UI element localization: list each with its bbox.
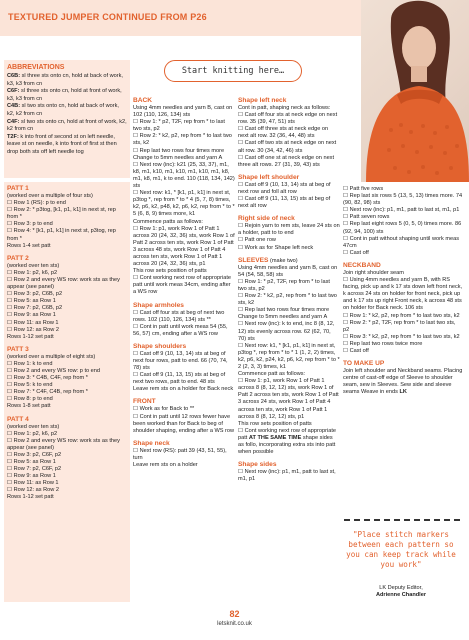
instruction-text: ☐ Patt one row [238,237,276,244]
instruction-text: ☐ Row 1: p1, work Row 1 of Patt 1 across 20 (24, 32, 36) sts, work Row 1 of Patt 2 across ten sts, work Row 1 of Patt 3 across 48 sts, work Row 1 of Patt 4 across ten sts, work Row 1 of Patt 1 across 20 (24, 32, 36) sts, p1 [133,225,235,268]
instruction-text: ☐ Cast off one st at neck edge on next three alt rows. 27 (31, 39, 43) sts [238,154,335,168]
instruction-line [238,126,340,140]
instructions-column-4 [343,186,463,396]
instruction-line [7,207,127,221]
woman-in-orange-jumper-image [361,0,469,182]
instruction-line [238,343,340,371]
abbreviation-def: sl two sts onto cn, hold at back of work, k2, k2 from cn [7,103,119,117]
neck-heading: Shape neck [133,439,170,447]
instruction-text: ☐ Row 11: as Row 1 [7,319,59,326]
instruction-text: ☐ Next row (inc): p1, m1, patt to last st, m1, p1 [343,207,460,214]
instruction-text: ☐ Row 3: * C4B, C4F, rep from * [7,375,88,382]
instruction-text: ☐ Cast off four sts at beg of next two rows. 102 (110, 126, 134) sts ** [133,309,225,323]
instruction-line [7,452,127,459]
instruction-line [7,270,127,277]
instruction-line [238,469,340,483]
instruction-text: ☐ Row 1: p2, k6, p2 [7,269,58,276]
abbreviation-term: T2F: [7,133,19,140]
instruction-text: ☐ Rejoin yarn to rem sts, leave 24 sts on a holder, patt to to end [238,223,340,237]
instruction-text: Leave rem sts on a holder [133,462,198,469]
website-url: letsknit.co.uk [217,621,252,627]
instruction-text: ☐ Cont in patt until 12 rows fewer have been worked than for Back to beg of shoulder shaping, ending after a WS row [133,413,235,434]
instruction-line [133,133,235,147]
patt3-heading: PATT 3 [7,345,29,353]
back-heading: BACK [133,97,153,104]
instruction-line [7,494,127,501]
shoulders-lines [133,351,235,394]
instruction-line [133,190,235,218]
instruction-line [133,226,235,269]
instruction-text: This row sets position of patts [238,420,312,427]
neck-lines [133,448,235,469]
left-shoulder-heading: Shape left shoulder [238,173,300,181]
instruction-text: ☐ Row 9: as Row 1 [7,473,56,480]
instruction-text: ☐ Row 3: p2, C6F, p2 [7,451,62,458]
sides-lines [238,469,340,483]
page-number: 82 [229,609,240,619]
right-neck-heading: Right side of neck [238,215,295,223]
instruction-line [133,406,235,413]
instruction-line [133,324,235,338]
instruction-text: ☐ Row 3: p to end [7,221,53,228]
abbreviations-panel [4,60,130,178]
armholes-heading: Shape armholes [133,301,184,309]
instruction-text: ☐ Patt five rows [343,186,384,192]
instruction-line [343,320,463,334]
instruction-text: ☐ Rep last eight rows 5 (0, 5, 0) times more. 86 (92, 94, 100) sts [343,221,462,235]
instruction-text: (worked over ten sts) [7,262,60,269]
instruction-line [238,293,340,307]
instruction-text: Cont in patt, shaping neck as follows: [238,105,331,111]
instruction-line [7,361,127,368]
instruction-text: ☐ Row 11: as Row 1 [7,480,59,487]
instruction-text: Rows 1-4 set patt [7,242,51,249]
instruction-line [133,386,235,393]
patt2-lines [7,263,127,341]
quote-divider [344,519,460,521]
instruction-text: ☐ Rep last two rows twice more [343,340,423,347]
sides-heading: Shape sides [238,461,277,469]
sleeves-lines [238,265,340,457]
instruction-text: ☐ Row 4: * [k1, p1, k1] in next st, p3tog, rep from * [7,228,116,242]
model-photo [361,0,469,182]
instruction-text: ☐ Cast off two sts at neck edge on next alt row. 30 (34, 42, 46) sts [238,140,337,154]
instruction-line [133,119,235,133]
make-up-body: Join left shoulder and Neckband seams. Placing centre of cast-off edge of Sleeve to shoulder seam, sew in Sleeves. Sew side and sleeve seams Weave in ends [343,368,463,396]
instruction-line [343,334,463,341]
instruction-text: ☐ Row 1: k to end [7,360,53,367]
instruction-text: ☐ Row 5: as Row 1 [7,298,56,305]
instruction-text: ☐ Next row (inc): p1, m1, patt to last st, m1, p1 [238,469,336,483]
instruction-text: ☐ Row 1 (RS): p to end [7,200,66,207]
abbreviation-term: C6B: [7,73,21,79]
instruction-text: Leave rem sts on a holder for Back neck [133,386,234,393]
abbreviation-def: sl three sts onto cn, hold at back of work, k3, k3 from cn [7,73,123,87]
instruction-text: ☐ Row 2: * k2, p2, rep from * to last two sts, k2 [133,133,232,147]
instruction-text: ☐ Row 8: p to end [7,396,53,403]
instruction-text: ☐ Row 3: p2, C6B, p2 [7,291,63,298]
instruction-text: ☐ Cast off [343,249,369,256]
instruction-text: shape sides as follo, incorporating extra sts into patt when possible [238,434,336,456]
instruction-text: ☐ Cast off 9 (10, 13, 14) sts at beg of next four rows, patt to end. 66 (70, 74, 78) sts [133,350,228,372]
neckband-lines [343,270,463,355]
instructions-column-2 [133,97,235,469]
instruction-line [133,162,235,190]
instruction-text: Rows 1-8 set patt [7,403,51,410]
instruction-line [238,279,340,293]
left-neck-lines [238,105,340,169]
instruction-text: ☐ Row 2: * p3tog, [k1, p1, k1] in next st, rep from * [7,207,116,221]
instruction-text: Using 4mm needles and yarn B, cast on 102 (110, 126, 134) sts [133,105,233,119]
make-up-heading: TO MAKE UP [343,360,385,368]
abbreviations-list [7,73,127,157]
instruction-line [7,431,127,438]
instruction-text: Join right shoulder seam [343,269,404,276]
abbreviation-item [7,103,127,118]
instruction-line [238,182,340,196]
instruction-text: ☐ Row 1: p1, work Row 1 of Patt 1 across 8 (8, 12, 12) sts, work Row 1 of Patt 2 across ten sts, work Row 1 of Patt 3 across 24 sts, work Row 1 of Patt 4 across ten sts, work Row 1 of Patt 1 across 8 (8, 12, 12) sts, p1 [238,378,339,420]
editor-name: Adrienne Chandler [375,592,427,599]
abbreviation-term: C6F: [7,88,20,95]
instruction-text: ☐ Using 4mm needles and yarn B, with RS facing, pick up and k 17 sts down left front neck, k across 24 sts on holder for front neck, pick up and k 17 sts up right Front neck, k across 48 sts on holder for Back neck. 106 sts [343,277,463,312]
editor-role: LK Deputy Editor, [379,585,423,591]
instruction-text: (worked over a multiple of four sts) [7,193,93,199]
instruction-text: ☐ Row 3: * k2, p2, rep from * to last two sts, k2 [343,333,460,340]
instruction-text: ☐ Rep last two rows four times more [238,307,330,314]
instruction-line [7,354,127,361]
instruction-line [7,243,127,250]
patt2-heading: PATT 2 [7,254,29,262]
instruction-text: ☐ Row 2 and every WS row: work sts as they appear (see panel) [7,276,120,291]
instruction-line [133,372,235,386]
instruction-text: ☐ Row 7: p2, C6B, p2 [7,305,63,312]
instruction-text: ☐ Cont in patt without shaping until work meas 47cm [343,235,460,249]
instructions-column-3 [238,97,340,483]
sleeves-heading: SLEEVES [238,256,269,264]
instruction-line [7,320,127,327]
instruction-line [343,250,463,257]
instruction-line [238,378,340,421]
sleeve-continue-lines [343,186,463,257]
instruction-line [7,327,127,334]
instruction-line [238,421,340,428]
instruction-text: ☐ Cast off four sts at neck edge on next row. 35 (39, 47, 51) sts [238,112,338,126]
front-heading: FRONT [133,398,156,406]
instruction-line [133,351,235,372]
instruction-line [238,245,340,252]
instruction-line [343,348,463,355]
instruction-text: (worked over ten sts) [7,423,60,430]
abbreviations-heading: ABBREVIATIONS [7,64,65,71]
instruction-line [238,140,340,154]
instruction-line [343,341,463,348]
instruction-line [238,223,340,237]
instruction-text: ☐ Row 2 and every WS row: work sts as they appear (see panel) [7,437,120,451]
instruction-text: Using 4mm needles and yarn B, cast on 54 (54, 58, 58) sts [238,264,338,278]
editor-signature [342,585,460,599]
instruction-text: Rows 1-12 set patt [7,333,54,340]
instruction-line [7,396,127,403]
instruction-text: Commence patt as follows: [238,371,306,378]
instruction-text: Change to 5mm needles and yarn A [133,154,223,161]
instruction-text: ☐ Patt seven rows [343,214,390,221]
instruction-line [133,148,235,155]
instruction-text: ☐ Row 2: * p2, T2F, rep from * to last two sts, p2 [343,319,456,333]
instruction-text: ☐ Row 7: * C4F, C4B, rep from * [7,389,88,396]
shoulders-heading: Shape shoulders [133,342,187,350]
instruction-line [7,228,127,242]
instruction-line [238,196,340,210]
instruction-text: ☐ Cast off [343,347,369,354]
instruction-text: ☐ Rep last six rows 5 (13, 5, 13) times more. 74 (90, 82, 98) sts [343,193,463,207]
patt4-heading: PATT 4 [7,415,29,423]
instruction-text: ☐ Cont working next row of appropriate patt [238,427,336,441]
abbreviation-term: C4B: [7,103,21,110]
instruction-line [238,265,340,279]
instruction-line [238,155,340,169]
instruction-line [238,307,340,314]
instruction-line [133,275,235,296]
instruction-line [7,368,127,375]
instruction-text: Rows 1-12 set patt [7,494,54,501]
start-knitting-callout [164,60,302,82]
instruction-text: ☐ Work as for Shape left neck [238,244,314,251]
abbreviation-term: C4F: [7,118,20,125]
abbreviation-item [7,88,127,103]
callout-text: Start knitting here… [181,66,285,76]
instruction-text: ☐ Row 1: p2, k6, p2 [7,430,58,437]
instruction-line [343,193,463,207]
instruction-text: ☐ Row 12: as Row 2 [7,487,59,494]
abbreviation-def: sl three sts onto cn, hold at front of work, k3, k3 from cn [7,88,122,102]
armholes-lines [133,310,235,338]
instruction-line [238,428,340,456]
instruction-text: ☐ Work as for Back to ** [133,406,195,413]
instruction-text: ☐ Row 1: * p2, T2F, rep from * to last two sts, p2 [133,119,225,133]
right-neck-lines [238,223,340,251]
instruction-text: ☐ Cast off three sts at neck edge on next alt row. 32 (36, 44, 48) sts [238,126,329,140]
instruction-text: ☐ Row 12: as Row 2 [7,326,59,333]
instruction-text: ☐ Cont working next row of appropriate patt until work meas 34cm, ending after a WS row [133,275,231,296]
left-neck-heading: Shape left neck [238,97,287,104]
instruction-text: ☐ Next row: k1, * [k1, p1, k1] in next st, p3tog *, rep from * to * 4 (5, 7, 8) times, k2, p6, k2, p48, k2, p6, k2, rep from * to * 5 (6, 8, 9) times more, k1 [133,190,235,218]
instruction-line [133,155,235,162]
instruction-text: ☐ Row 9: as Row 1 [7,312,56,319]
instruction-line [343,313,463,320]
instruction-line [133,462,235,469]
instruction-line [7,487,127,494]
instruction-text: ☐ Row 1: * p2, T2F, rep from * to last two sts, p2 [238,278,330,292]
instruction-text: ☐ Cast off 9 (11, 13, 15) sts at beg of next two rows, patt to end. 48 sts [133,372,226,386]
front-lines [133,406,235,434]
instruction-text: Commence patts as follows: [133,218,203,225]
instruction-emphasis: AT THE SAME TIME [248,434,302,441]
abbreviation-item [7,134,127,157]
instruction-line [238,237,340,244]
instruction-line [238,112,340,126]
sleeves-heading-row [238,257,340,265]
instruction-text: ☐ Next row (RS): patt 39 (43, 51, 55), turn [133,447,227,461]
instruction-line [343,277,463,312]
instruction-text: ☐ Rep last two rows four times more [133,147,225,154]
instruction-text: ☐ Row 1: * k2, p2, rep from * to last two sts, k2 [343,312,460,319]
abbreviation-item [7,119,127,134]
instruction-text: This row sets position of patts [133,268,207,275]
instruction-text: ☐ Cont in patt until work meas 54 (55, 56, 57) cm, ending after a WS row [133,323,228,337]
back-lines [133,105,235,297]
abbreviation-item [7,73,127,88]
instruction-line [7,312,127,319]
instruction-line [343,236,463,250]
instruction-line [238,321,340,342]
instruction-text: ☐ Next row (inc): k to end, inc 8 (8, 12, 12) sts evenly across row. 62 (62, 70, 70) sts [238,321,335,342]
instruction-text: (worked over a multiple of eight sts) [7,353,96,360]
patt1-lines [7,193,127,250]
abbreviation-def: k into front of second st on left needle, leave st on needle, k into front of first st then drop both sts off left needle tog [7,133,117,155]
instruction-line [7,403,127,410]
instruction-line [7,438,127,452]
instruction-text: ☐ Row 2 and every WS row: p to end [7,367,101,374]
instruction-text: ☐ Cast off 9 (10, 13, 14) sts at beg of next row and foll alt row [238,181,331,195]
left-shoulder-lines [238,182,340,210]
instruction-line [343,221,463,235]
patt3-lines [7,354,127,411]
sleeves-heading-note: (make two) [268,257,298,264]
patt4-lines [7,424,127,502]
instruction-line [133,219,235,226]
instruction-line [133,105,235,119]
instruction-line [7,263,127,270]
instruction-line [7,334,127,341]
instruction-text: Change to 5mm needles and yarn A [238,314,328,321]
instruction-line [7,277,127,291]
instruction-text: ☐ Row 5: k to end [7,382,53,389]
instruction-text: ☐ Next row (inc): k21 (25, 33, 37), m1, k8, m1, k10, m1, k10, m1, k10, m1, k8, m1, k8, m1, k to end. 110 (118, 134, 142) sts [133,161,235,190]
neckband-heading: NECKBAND [343,261,381,269]
instruction-text: ☐ Row 2: * k2, p2, rep from * to last two sts, k2 [238,293,337,307]
editor-tip-quote: "Place stitch markers between each pattern so you can keep track while you work" [346,530,456,569]
instruction-line [133,414,235,435]
instruction-text: ☐ Row 5: as Row 1 [7,459,56,465]
abbreviation-def: sl two sts onto cn, hold at front of work, k2, k2 from cn [7,118,127,133]
page-header-title: TEXTURED JUMPER CONTINUED FROM P26 [8,12,207,22]
instruction-text: ☐ Cast off 9 (11, 13, 15) sts at beg of next alt row [238,196,331,210]
instruction-text: ☐ Row 7: p2, C6F, p2 [7,466,62,473]
instruction-text: ☐ Next row: k1, * [k1, p1, k1] in next st, p3tog *, rep from * to * 1 (1, 2, 2) times, k2, p6, k2, p24, k2, p6, k2, rep from * to * 2 (2, 3, 3) times, k1 [238,342,340,370]
instruction-line [343,270,463,277]
make-up-bold: LK [399,389,407,396]
instruction-line [7,424,127,431]
pattern-stitches-column [7,185,127,502]
patt1-heading: PATT 1 [7,185,29,192]
instruction-line [133,310,235,324]
instruction-line [133,448,235,462]
make-up-text [343,368,463,396]
